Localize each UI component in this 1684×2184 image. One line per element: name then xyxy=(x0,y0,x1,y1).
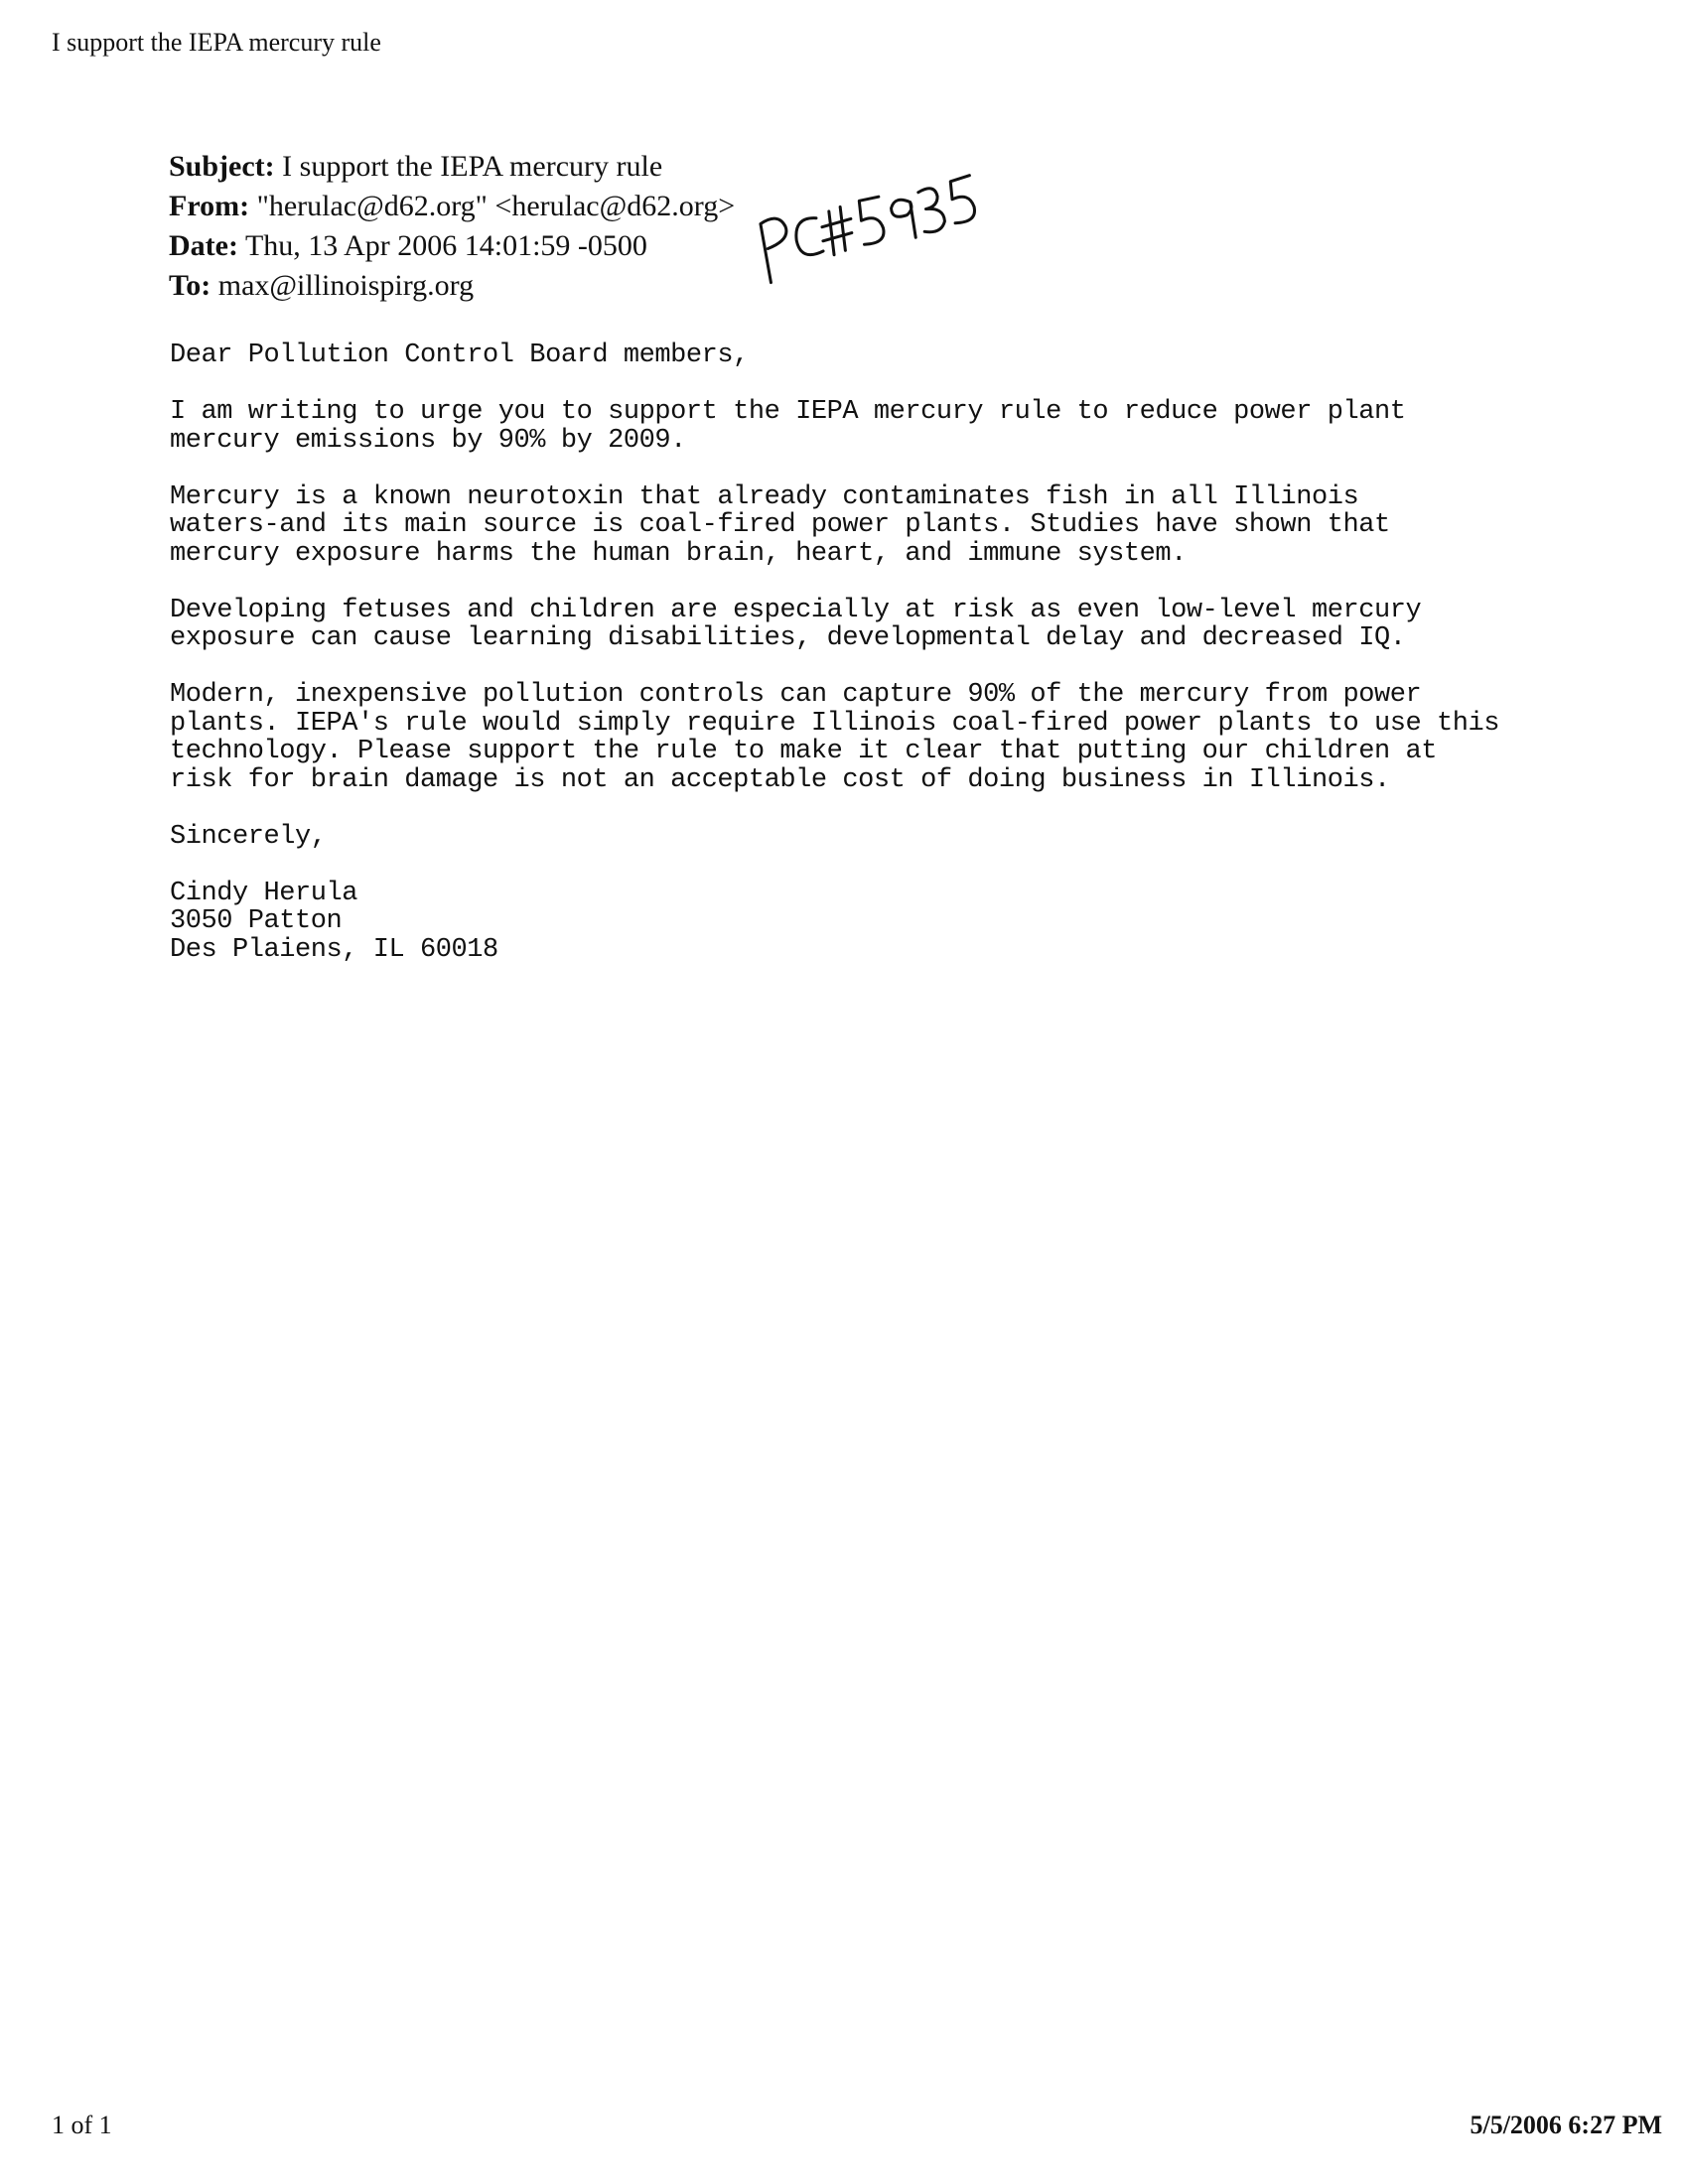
from-line xyxy=(169,187,735,226)
to-line xyxy=(169,266,735,306)
body-paragraph-1: I am writing to urge you to support the IEPA mercury rule to reduce power plant mercury emissions by 90% by 2009. xyxy=(170,397,1406,456)
date-label: Date: xyxy=(169,229,238,262)
date-value: Thu, 13 Apr 2006 14:01:59 -0500 xyxy=(244,229,647,262)
handwritten-pc-number-glyphs xyxy=(747,157,998,294)
to-value: max@illinoispirg.org xyxy=(217,269,475,302)
body-paragraph-3: Developing fetuses and children are especially at risk as even low-level mercury exposure can cause learning disabilities, developmental delay and decreased IQ. xyxy=(170,595,1422,653)
page-indicator: 1 of 1 xyxy=(52,2111,112,2139)
email-body xyxy=(170,341,1659,964)
page-header-title: I support the IEPA mercury rule xyxy=(52,28,381,57)
to-label: To: xyxy=(169,269,211,302)
subject-value: I support the IEPA mercury rule xyxy=(282,150,663,183)
signature-street: 3050 Patton xyxy=(170,906,343,936)
printed-timestamp: 5/5/2006 6:27 PM xyxy=(1470,2111,1662,2139)
greeting: Dear Pollution Control Board members, xyxy=(170,341,749,370)
email-headers xyxy=(169,147,735,306)
handwritten-pc-number xyxy=(747,157,998,294)
closing: Sincerely, xyxy=(170,821,327,852)
subject-line xyxy=(169,147,735,187)
signature-name: Cindy Herula xyxy=(170,878,358,908)
from-value: "herulac@d62.org" <herulac@d62.org> xyxy=(256,190,736,222)
from-label: From: xyxy=(169,190,250,222)
signature-city: Des Plaiens, IL 60018 xyxy=(170,934,498,965)
body-paragraph-2: Mercury is a known neurotoxin that already contaminates fish in all Illinois waters-and its main source is coal-fired power plants. Studies have shown that mercury exposure harms the human brain, heart, and immune system. xyxy=(170,481,1390,569)
signature-block xyxy=(170,880,1659,965)
subject-label: Subject: xyxy=(169,150,275,183)
body-paragraph-4: Modern, inexpensive pollution controls can capture 90% of the mercury from power plants. IEPA's rule would simply require Illinois coal-fired power plants to use this technology. Please support the rule to make it clear that putting our children at risk for brain damage is not an acceptable cost of doing business in Illinois. xyxy=(170,680,1499,795)
date-line xyxy=(169,226,735,266)
